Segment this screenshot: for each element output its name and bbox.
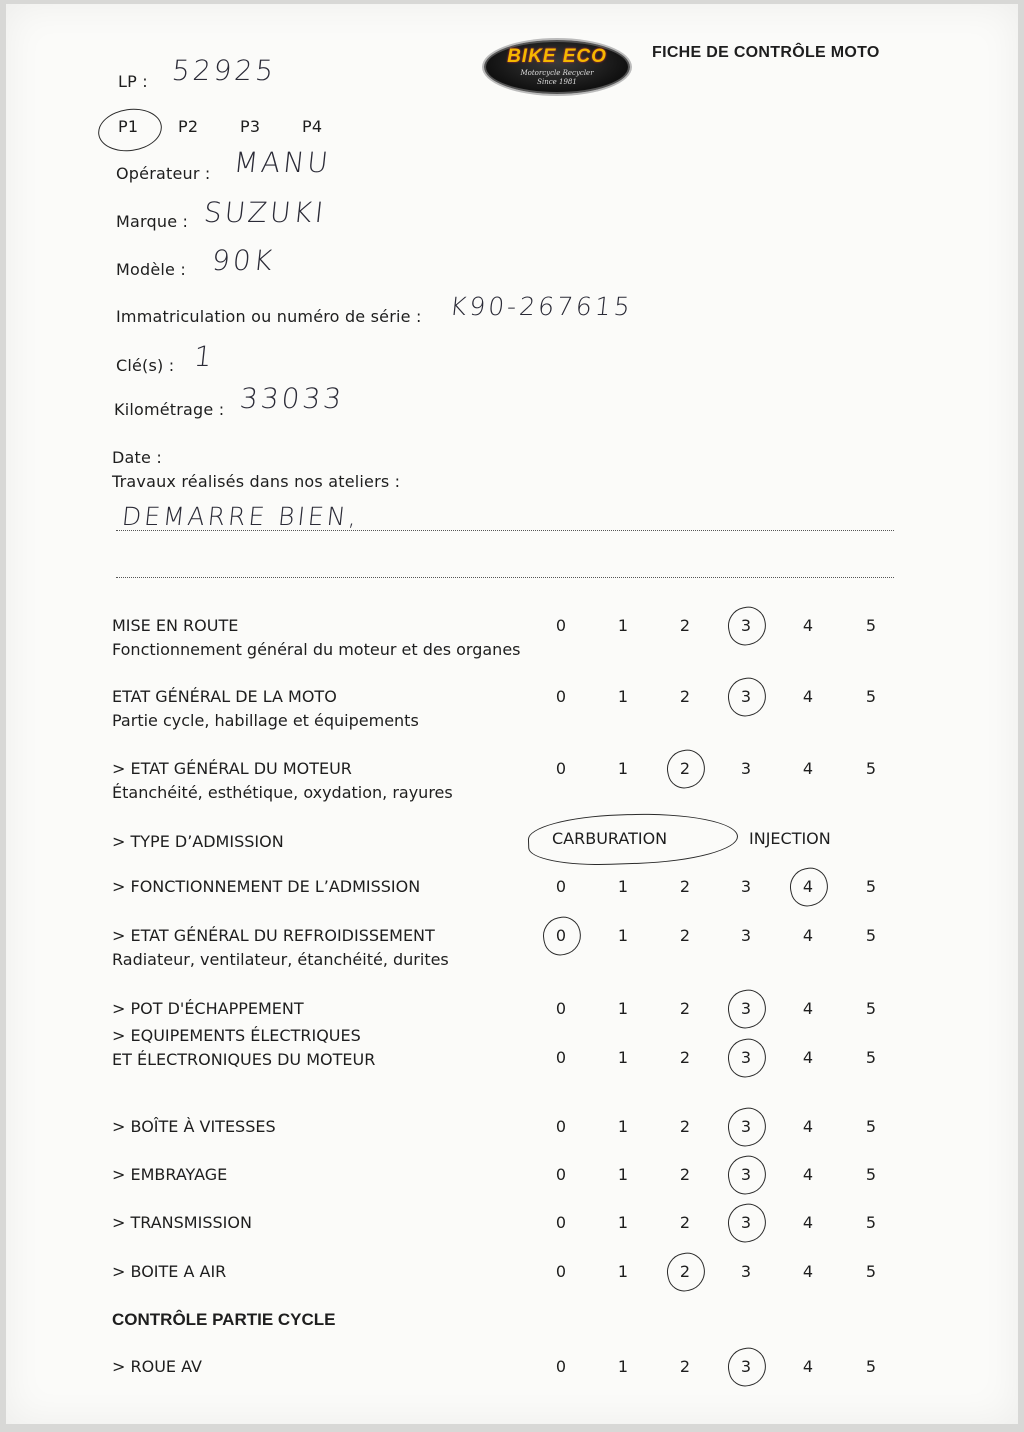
rating-selection-circle [786, 864, 831, 909]
rating-value: 2 [679, 1213, 691, 1232]
rating-row-title: > ROUE AV [112, 1357, 202, 1376]
rating-value: 2 [679, 1165, 691, 1184]
operateur-label: Opérateur : [116, 164, 211, 183]
rating-value: 4 [802, 1165, 814, 1184]
rating-value: 0 [555, 1213, 567, 1232]
rating-value: 2 [679, 1262, 691, 1281]
travaux-line-1 [116, 530, 894, 531]
rating-value: 3 [740, 1117, 752, 1136]
rating-selection-circle [724, 986, 769, 1031]
rating-value: 5 [865, 1357, 877, 1376]
rating-selection-circle [724, 1035, 769, 1080]
rating-value: 2 [679, 687, 691, 706]
immatriculation-label: Immatriculation ou numéro de série : [116, 307, 422, 326]
rating-row-subtitle: Fonctionnement général du moteur et des organes [112, 640, 521, 659]
rating-selection-circle [724, 1104, 769, 1149]
rating-selection-circle [663, 1249, 708, 1294]
rating-row-title: MISE EN ROUTE [112, 616, 239, 635]
rating-value: 0 [555, 877, 567, 896]
rating-value: 3 [740, 1165, 752, 1184]
rating-value: 4 [802, 759, 814, 778]
marque-value: SUZUKI [202, 196, 328, 229]
lp-value: 52925 [170, 54, 278, 87]
travaux-value: DEMARRE BIEN, [120, 502, 361, 531]
rating-value: 5 [865, 1165, 877, 1184]
modele-value: 90K [210, 244, 277, 277]
rating-value: 3 [740, 999, 752, 1018]
rating-row-title: > FONCTIONNEMENT DE L’ADMISSION [112, 877, 421, 896]
rating-row-title: > ETAT GÉNÉRAL DU MOTEUR [112, 759, 352, 778]
rating-row-title: > BOÎTE À VITESSES [112, 1117, 276, 1136]
rating-value: 5 [865, 1117, 877, 1136]
rating-value: 0 [555, 999, 567, 1018]
rating-value: 5 [865, 999, 877, 1018]
rating-value: 1 [617, 616, 629, 635]
rating-value: 5 [865, 1048, 877, 1067]
rating-value: 5 [865, 616, 877, 635]
rating-value: 5 [865, 1262, 877, 1281]
rating-selection-circle [724, 603, 769, 648]
rating-value: 2 [679, 1357, 691, 1376]
position-p1: P1 [118, 117, 139, 136]
rating-value: 2 [679, 877, 691, 896]
cles-value: 1 [192, 340, 217, 373]
rating-row-title: > TRANSMISSION [112, 1213, 252, 1232]
marque-label: Marque : [116, 212, 189, 231]
rating-value: 1 [617, 1165, 629, 1184]
rating-value: 0 [555, 1165, 567, 1184]
admission-title: > TYPE D’ADMISSION [112, 832, 284, 851]
rating-value: 3 [740, 926, 752, 945]
rating-selection-circle [724, 1200, 769, 1245]
modele-label: Modèle : [116, 260, 186, 279]
rating-value: 4 [802, 616, 814, 635]
travaux-line-2 [116, 577, 894, 578]
rating-value: 4 [802, 926, 814, 945]
position-p2: P2 [178, 117, 199, 136]
rating-value: 3 [740, 687, 752, 706]
rating-value: 1 [617, 1117, 629, 1136]
rating-value: 0 [555, 1262, 567, 1281]
lp-label: LP : [118, 72, 148, 91]
rating-value: 0 [555, 1048, 567, 1067]
rating-value: 1 [617, 1213, 629, 1232]
rating-row-title: > BOITE A AIR [112, 1262, 227, 1281]
immatriculation-value: K90-267615 [448, 292, 635, 321]
rating-value: 1 [617, 1262, 629, 1281]
rating-selection-circle [724, 1344, 769, 1389]
rating-selection-circle [539, 913, 584, 958]
rating-value: 2 [679, 926, 691, 945]
rating-value: 4 [802, 1213, 814, 1232]
form-title: FICHE DE CONTRÔLE MOTO [652, 44, 880, 61]
rating-value: 0 [555, 1357, 567, 1376]
rating-value: 5 [865, 926, 877, 945]
rating-row-title: > POT D'ÉCHAPPEMENT [112, 999, 304, 1018]
rating-value: 3 [740, 1048, 752, 1067]
rating-row-title: > EQUIPEMENTS ÉLECTRIQUES [112, 1026, 361, 1045]
rating-value: 1 [617, 999, 629, 1018]
section-partie-cycle: CONTRÔLE PARTIE CYCLE [112, 1310, 336, 1329]
logo-brand: BIKE ECO [507, 46, 607, 67]
rating-row-subtitle: Partie cycle, habillage et équipements [112, 711, 419, 730]
rating-value: 1 [617, 1048, 629, 1067]
cles-label: Clé(s) : [116, 356, 175, 375]
kilometrage-label: Kilométrage : [114, 400, 225, 419]
rating-value: 5 [865, 1213, 877, 1232]
rating-value: 2 [679, 1117, 691, 1136]
rating-value: 2 [679, 999, 691, 1018]
logo-since: Since 1981 [537, 78, 577, 86]
rating-value: 4 [802, 1048, 814, 1067]
rating-value: 4 [802, 1117, 814, 1136]
rating-row-title: ETAT GÉNÉRAL DE LA MOTO [112, 687, 337, 706]
rating-value: 4 [802, 687, 814, 706]
rating-value: 4 [802, 1262, 814, 1281]
rating-value: 3 [740, 616, 752, 635]
rating-value: 0 [555, 759, 567, 778]
travaux-label: Travaux réalisés dans nos ateliers : [112, 472, 401, 491]
rating-value: 5 [865, 687, 877, 706]
rating-value: 0 [555, 1117, 567, 1136]
logo-tagline: Motorcycle Recycler [520, 69, 594, 77]
rating-value: 2 [679, 1048, 691, 1067]
rating-row-subtitle: Radiateur, ventilateur, étanchéité, durites [112, 950, 449, 969]
rating-value: 1 [617, 877, 629, 896]
kilometrage-value: 33033 [238, 382, 346, 415]
rating-value: 1 [617, 926, 629, 945]
bike-eco-logo [484, 40, 630, 94]
rating-value: 4 [802, 1357, 814, 1376]
rating-selection-circle [724, 674, 769, 719]
rating-value: 0 [555, 687, 567, 706]
rating-row-title: > ETAT GÉNÉRAL DU REFROIDISSEMENT [112, 926, 435, 945]
rating-value: 3 [740, 1213, 752, 1232]
rating-value: 3 [740, 1262, 752, 1281]
admission-option-injection: INJECTION [749, 829, 831, 848]
rating-row-title: > EMBRAYAGE [112, 1165, 228, 1184]
rating-value: 3 [740, 1357, 752, 1376]
rating-value: 2 [679, 759, 691, 778]
rating-value: 5 [865, 877, 877, 896]
operateur-value: MANU [232, 146, 333, 179]
rating-value: 3 [740, 877, 752, 896]
rating-row-subtitle: Étanchéité, esthétique, oxydation, rayures [112, 783, 453, 802]
rating-value: 1 [617, 759, 629, 778]
rating-value: 5 [865, 759, 877, 778]
rating-selection-circle [663, 746, 708, 791]
rating-value: 2 [679, 616, 691, 635]
rating-value: 0 [555, 616, 567, 635]
rating-selection-circle [724, 1152, 769, 1197]
position-p4: P4 [302, 117, 323, 136]
rating-value: 3 [740, 759, 752, 778]
rating-value: 4 [802, 999, 814, 1018]
control-sheet [6, 4, 1018, 1424]
rating-value: 1 [617, 687, 629, 706]
date-label: Date : [112, 448, 162, 467]
rating-value: 0 [555, 926, 567, 945]
rating-value: 4 [802, 877, 814, 896]
admission-option-carburation: CARBURATION [552, 829, 668, 848]
position-p3: P3 [240, 117, 261, 136]
rating-row-subtitle: ET ÉLECTRONIQUES DU MOTEUR [112, 1050, 376, 1069]
rating-value: 1 [617, 1357, 629, 1376]
